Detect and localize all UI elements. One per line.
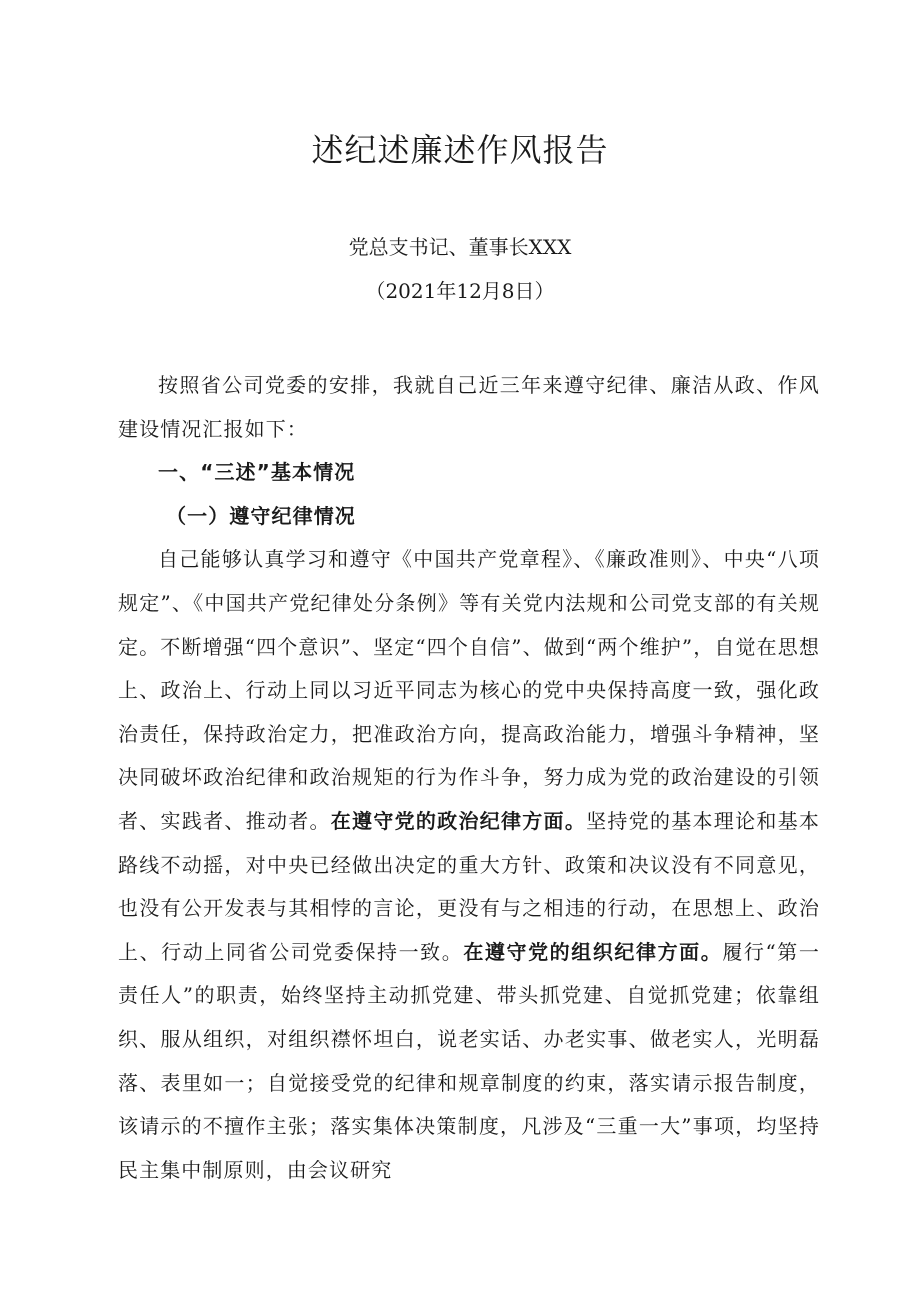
bold-lead-organizational: 在遵守党的组织纪律方面。 bbox=[463, 939, 723, 964]
subsection-heading: （一）遵守纪律情况 bbox=[166, 503, 356, 528]
paragraph-text: 履行“第一责任人”的职责，始终坚持主动抓党建、带头抓党建、自觉抓党建；依靠组织、服从组织，对组织襟怀坦白，说老实话、办老实事、做老实人，光明磊落、表里如一；自觉接受党的纪律和规章制度的约束，落实请示报告制度，该请示的不擅作主张；落实集体决策制度，凡涉及“三重一大”事项，均坚持民主集中制原则，由会议研究 bbox=[118, 939, 820, 1182]
document-body bbox=[118, 364, 820, 1192]
paragraph-text: 坚持党的基本理论和基本路线不动摇，对中央已经做出决定的重大方针、政策和决议没有不同意见，也没有公开发表与其相悖的言论，更没有与之相违的行动，在思想上、政治上、行动上同省公司党委保持一致。 bbox=[118, 808, 821, 964]
section-heading: 一、“三述”基本情况 bbox=[158, 460, 356, 485]
body-paragraph bbox=[118, 538, 820, 1192]
date-line: （2021年12月8日） bbox=[365, 279, 555, 303]
paragraph-text: 自己能够认真学习和遵守《中国共产党章程》、《廉政准则》、中央“八项规定”、《中国共产党纪律处分条例》等有关党内法规和公司党支部的有关规定。不断增强“四个意识”、坚定“四个自信”、做到“两个维护”，自觉在思想上、政治上、行动上同以习近平同志为核心的党中央保持高度一致，强化政治责任，保持政治定力，把准政治方向，提高政治能力，增强斗争精神，坚决同破坏政治纪律和政治规矩的行为作斗争，努力成为党的政治建设的引领者、实践者、推动者。 bbox=[118, 547, 820, 833]
intro-paragraph: 按照省公司党委的安排，我就自己近三年来遵守纪律、廉洁从政、作风建设情况汇报如下： bbox=[118, 373, 820, 441]
document-title: 述纪述廉述作风报告 bbox=[311, 131, 609, 169]
bold-lead-political: 在遵守党的政治纪律方面。 bbox=[330, 808, 587, 833]
author-line: 党总支书记、董事长XXX bbox=[348, 235, 572, 259]
